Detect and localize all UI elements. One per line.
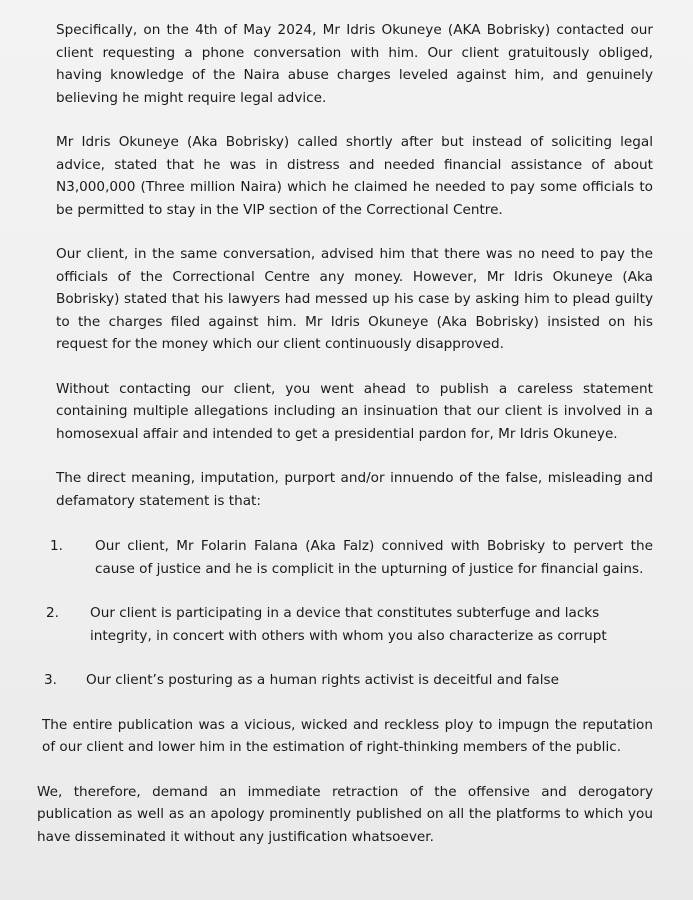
paragraph-publication: Without contacting our client, you went ahead to publish a careless statement containing multiple allegations including an insinuation that our client is involved in a homosexual affair and intended to get a presidential pardon for, Mr Idris Okuneye.: [56, 380, 653, 442]
paragraph-ploy: The entire publication was a vicious, wicked and reckless ploy to impugn the reputation of our client and lower him in the estimation of right-thinking members of the public.: [42, 716, 653, 755]
paragraph-financial-request: Mr Idris Okuneye (Aka Bobrisky) called shortly after but instead of soliciting legal advice, stated that he was in distress and needed financial assistance of about N3,000,000 (Three million Naira) which he claimed he needed to pay some officials to be permitted to stay in the VIP section of the Correctional Centre.: [56, 134, 653, 218]
list-item: [46, 602, 653, 647]
list-item-text: Our client’s posturing as a human rights activist is deceitful and false: [86, 672, 559, 688]
list-item-number: 2.: [46, 605, 59, 621]
paragraph-demand: We, therefore, demand an immediate retraction of the offensive and derogatory publication as well as an apology prominently published on all the platforms to which you have disseminated it without any justification whatsoever.: [37, 783, 653, 845]
list-item-number: 1.: [50, 538, 63, 554]
list-item: [50, 535, 653, 580]
list-item-text: Our client, Mr Folarin Falana (Aka Falz) connived with Bobrisky to pervert the cause of justice and he is complicit in the upturning of justice for financial gains.: [95, 538, 653, 577]
paragraph-meaning-intro: The direct meaning, imputation, purport and/or innuendo of the false, misleading and defamatory statement is that:: [56, 470, 653, 509]
list-item: [44, 669, 653, 692]
allegations-list: [44, 535, 653, 692]
list-item-number: 3.: [44, 672, 57, 688]
paragraph-phone-request: Specifically, on the 4th of May 2024, Mr Idris Okuneye (AKA Bobrisky) contacted our client requesting a phone conversation with him. Our client gratuitously obliged, having knowledge of the Naira abuse charges leveled against him, and genuinely believing he might require legal advice.: [56, 22, 653, 106]
list-item-text: Our client is participating in a device that constitutes subterfuge and lacks integrity, in concert with others with whom you also characterize as corrupt: [90, 605, 607, 644]
paragraph-client-advice: Our client, in the same conversation, advised him that there was no need to pay the officials of the Correctional Centre any money. However, Mr Idris Okuneye (Aka Bobrisky) stated that his lawyers had messed up his case by asking him to plead guilty to the charges filed against him. Mr Idris Okuneye (Aka Bobrisky) insisted on his request for the money which our client continuously disapproved.: [56, 246, 653, 352]
